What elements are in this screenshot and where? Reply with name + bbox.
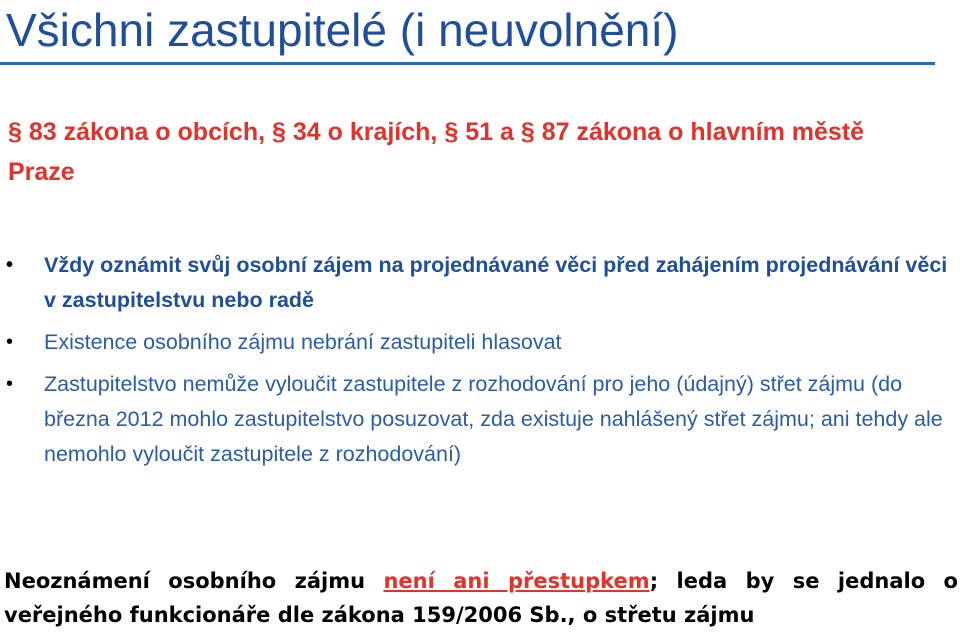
law-references: [8, 112, 928, 192]
bottom-note-tail: ; leda by se jednalo o veřejného funkcionáře dle zákona 159/2006 Sb., o střetu zájmu: [4, 569, 958, 627]
bullet-list: [0, 248, 950, 472]
bullet-icon: •: [6, 254, 14, 276]
section-symbol-icon: §: [8, 118, 22, 146]
list-item: [0, 248, 950, 318]
bullet-text: Vždy oznámit svůj osobní zájem na projednávané věci před zahájením projednávání věci v zastupitelstvu nebo radě: [44, 253, 948, 312]
section-symbol-icon: §: [444, 118, 459, 146]
bullet-icon: •: [6, 373, 14, 395]
law-ref-part-2: 34 o krajích,: [292, 118, 438, 146]
bottom-note: [4, 564, 958, 632]
list-item: [0, 367, 950, 472]
law-ref-part-4: 87 zákona o hlavním městě Praze: [8, 118, 865, 186]
section-symbol-icon: §: [520, 118, 535, 146]
bullet-icon: •: [6, 331, 14, 353]
law-ref-part-3: 51 a: [465, 118, 514, 146]
bullet-text: Zastupitelstvo nemůže vyloučit zastupitele z rozhodování pro jeho (údajný) střet zájmu (do března 2012 mohlo zastupitelstvo posuzovat, zda existuje nahlášený střet zájmu; ani tehdy ale nemohlo vyloučit zastupitele z rozhodování): [44, 372, 943, 466]
slide-title: Všichni zastupitelé (i neuvolnění): [6, 4, 679, 56]
bottom-note-highlight: není ani přestupkem: [383, 569, 650, 593]
law-ref-part-1: 83 zákona o obcích,: [28, 118, 266, 146]
title-underline-rule: [0, 62, 935, 65]
list-item: [0, 325, 950, 360]
section-symbol-icon: §: [272, 118, 286, 146]
bullet-text: Existence osobního zájmu nebrání zastupiteli hlasovat: [44, 330, 562, 354]
bottom-note-lead: Neoznámení osobního zájmu: [4, 569, 384, 593]
